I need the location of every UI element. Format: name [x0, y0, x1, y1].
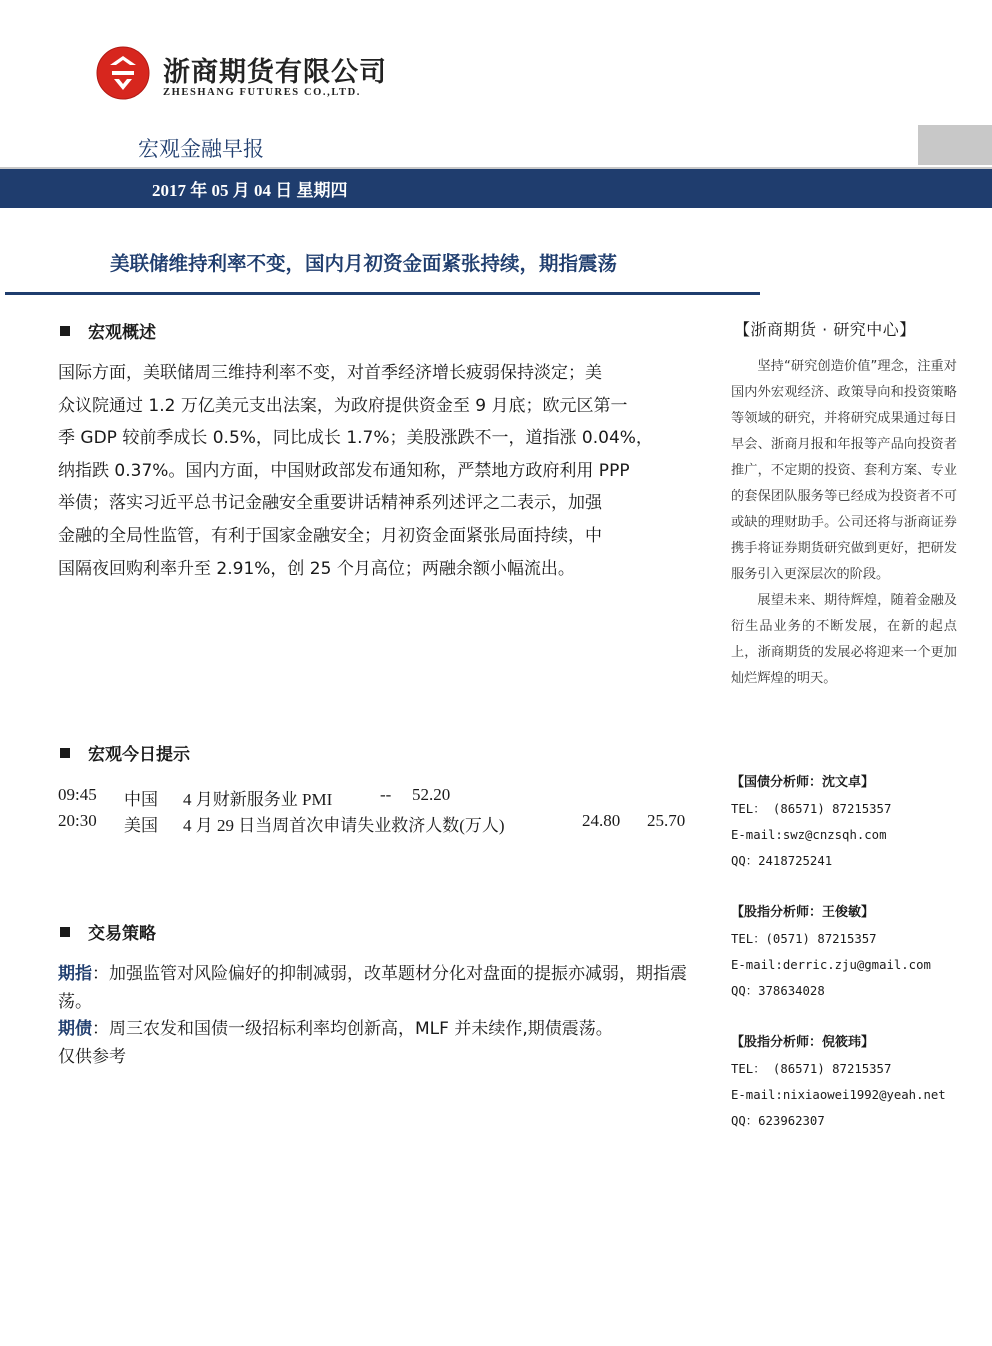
section-heading-strategy — [60, 919, 156, 944]
body-line: 国际方面，美联储周三维持利率不变，对首季经济增长疲弱保持淡定；美 — [58, 363, 602, 383]
body-line: 纳指跌 0.37%。国内方面，中国财政部发布通知称，严禁地方政府利用 PPP — [58, 460, 630, 481]
analyst-title: 【国债分析师：沈文卓】 — [731, 775, 875, 790]
report-type: 宏观金融早报 — [138, 137, 264, 161]
strategy-text: ：加强监管对风险偏好的抑制减弱，改革题材分化对盘面的提振亦减弱，期指震荡。 — [58, 964, 687, 1012]
company-name-en: ZHESHANG FUTURES CO.,LTD. — [163, 87, 362, 98]
headline: 美联储维持利率不变，国内月初资金面紧张持续，期指震荡 — [110, 252, 618, 275]
section-heading-macro-today — [60, 740, 190, 765]
strategy-label: 期债 — [58, 1019, 92, 1039]
analyst-card — [731, 900, 971, 1004]
strategy-item-bond-futures — [58, 1016, 713, 1044]
event-previous: 24.80 — [582, 811, 621, 830]
analyst-email[interactable]: E-mail:derric.zju@gmail.com — [731, 958, 931, 972]
event-time: 20:30 — [58, 811, 97, 830]
body-line: 众议院通过 1.2 万亿美元支出法案，为政府提供资金至 9 月底；欧元区第一 — [58, 395, 628, 416]
body-line: 举债；落实习近平总书记金融安全重要讲话精神系列述评之二表示，加强 — [58, 493, 602, 514]
event-country: 美国 — [124, 816, 158, 835]
analyst-card — [731, 1030, 971, 1134]
analyst-email[interactable]: E-mail:nixiaowei1992@yeah.net — [731, 1088, 946, 1102]
bullet-square-icon — [60, 927, 70, 937]
analyst-tel: TEL： (86571) 87215357 — [731, 802, 892, 816]
analyst-title: 【股指分析师：王俊敏】 — [731, 905, 875, 920]
event-forecast: 52.20 — [412, 785, 451, 804]
strategy-body — [58, 961, 713, 1071]
analyst-tel: TEL：(0571) 87215357 — [731, 932, 877, 946]
event-time: 09:45 — [58, 785, 97, 804]
intro-paragraph: 展望未来、期待辉煌，随着金融及衍生品业务的不断发展，在新的起点上，浙商期货的发展必将迎来一个更加灿烂辉煌的明天。 — [731, 593, 957, 686]
research-center-intro — [731, 354, 957, 692]
strategy-item-index-futures — [58, 961, 713, 1016]
analyst-qq: QQ：623962307 — [731, 1114, 825, 1128]
analyst-email[interactable]: E-mail:swz@cnzsqh.com — [731, 828, 887, 842]
section-title: 宏观今日提示 — [88, 745, 190, 765]
event-forecast: 25.70 — [647, 811, 686, 830]
bullet-square-icon — [60, 748, 70, 758]
event-name: 4 月 29 日当周首次申请失业救济人数(万人) — [183, 816, 505, 835]
section-heading-macro-overview — [60, 318, 156, 343]
analyst-qq: QQ：378634028 — [731, 984, 825, 998]
analyst-qq: QQ：2418725241 — [731, 854, 833, 868]
body-line: 国隔夜回购利率升至 2.91%，创 25 个月高位；两融余额小幅流出。 — [58, 558, 575, 579]
headline-divider — [5, 292, 760, 295]
report-date: 2017 年 05 月 04 日 星期四 — [152, 181, 348, 200]
strategy-text: ：周三农发和国债一级招标利率均创新高，MLF 并未续作,期债震荡。 — [92, 1019, 613, 1039]
date-bar — [0, 167, 992, 208]
calendar-row — [58, 811, 738, 835]
body-line: 季 GDP 较前季成长 0.5%，同比成长 1.7%；美股涨跌不一，道指涨 0.04%， — [58, 428, 653, 449]
disclaimer-note: 仅供参考 — [58, 1046, 126, 1067]
body-line: 金融的全局性监管，有利于国家金融安全；月初资金面紧张局面持续，中 — [58, 525, 602, 546]
bullet-square-icon — [60, 326, 70, 336]
macro-overview-body — [58, 357, 708, 585]
company-logo-icon — [96, 46, 150, 100]
event-country: 中国 — [124, 790, 158, 809]
event-previous: -- — [380, 785, 392, 804]
analyst-card — [731, 770, 971, 874]
strategy-label: 期指 — [58, 964, 92, 984]
header-accent-block — [918, 125, 992, 165]
section-title: 交易策略 — [88, 924, 156, 944]
analyst-tel: TEL： (86571) 87215357 — [731, 1062, 892, 1076]
calendar-row — [58, 785, 738, 809]
intro-paragraph: 坚持“研究创造价值”理念，注重对国内外宏观经济、政策导向和投资策略等领域的研究，并将研究成果通过每日早会、浙商月报和年报等产品向投资者推广，不定期的投资、套利方案、专业的套保团队服务等已经成为投资者不可或缺的理财助手。公司还将与浙商证券携手将证券期货研究做到更好，把研发服务引入更深层次的阶段。 — [731, 359, 957, 582]
event-name: 4 月财新服务业 PMI — [183, 790, 333, 809]
research-center-title: 【浙商期货 · 研究中心】 — [734, 320, 916, 339]
section-title: 宏观概述 — [88, 323, 156, 343]
analyst-title: 【股指分析师：倪筱玮】 — [731, 1035, 875, 1050]
company-name-cn: 浙商期货有限公司 — [163, 57, 387, 88]
